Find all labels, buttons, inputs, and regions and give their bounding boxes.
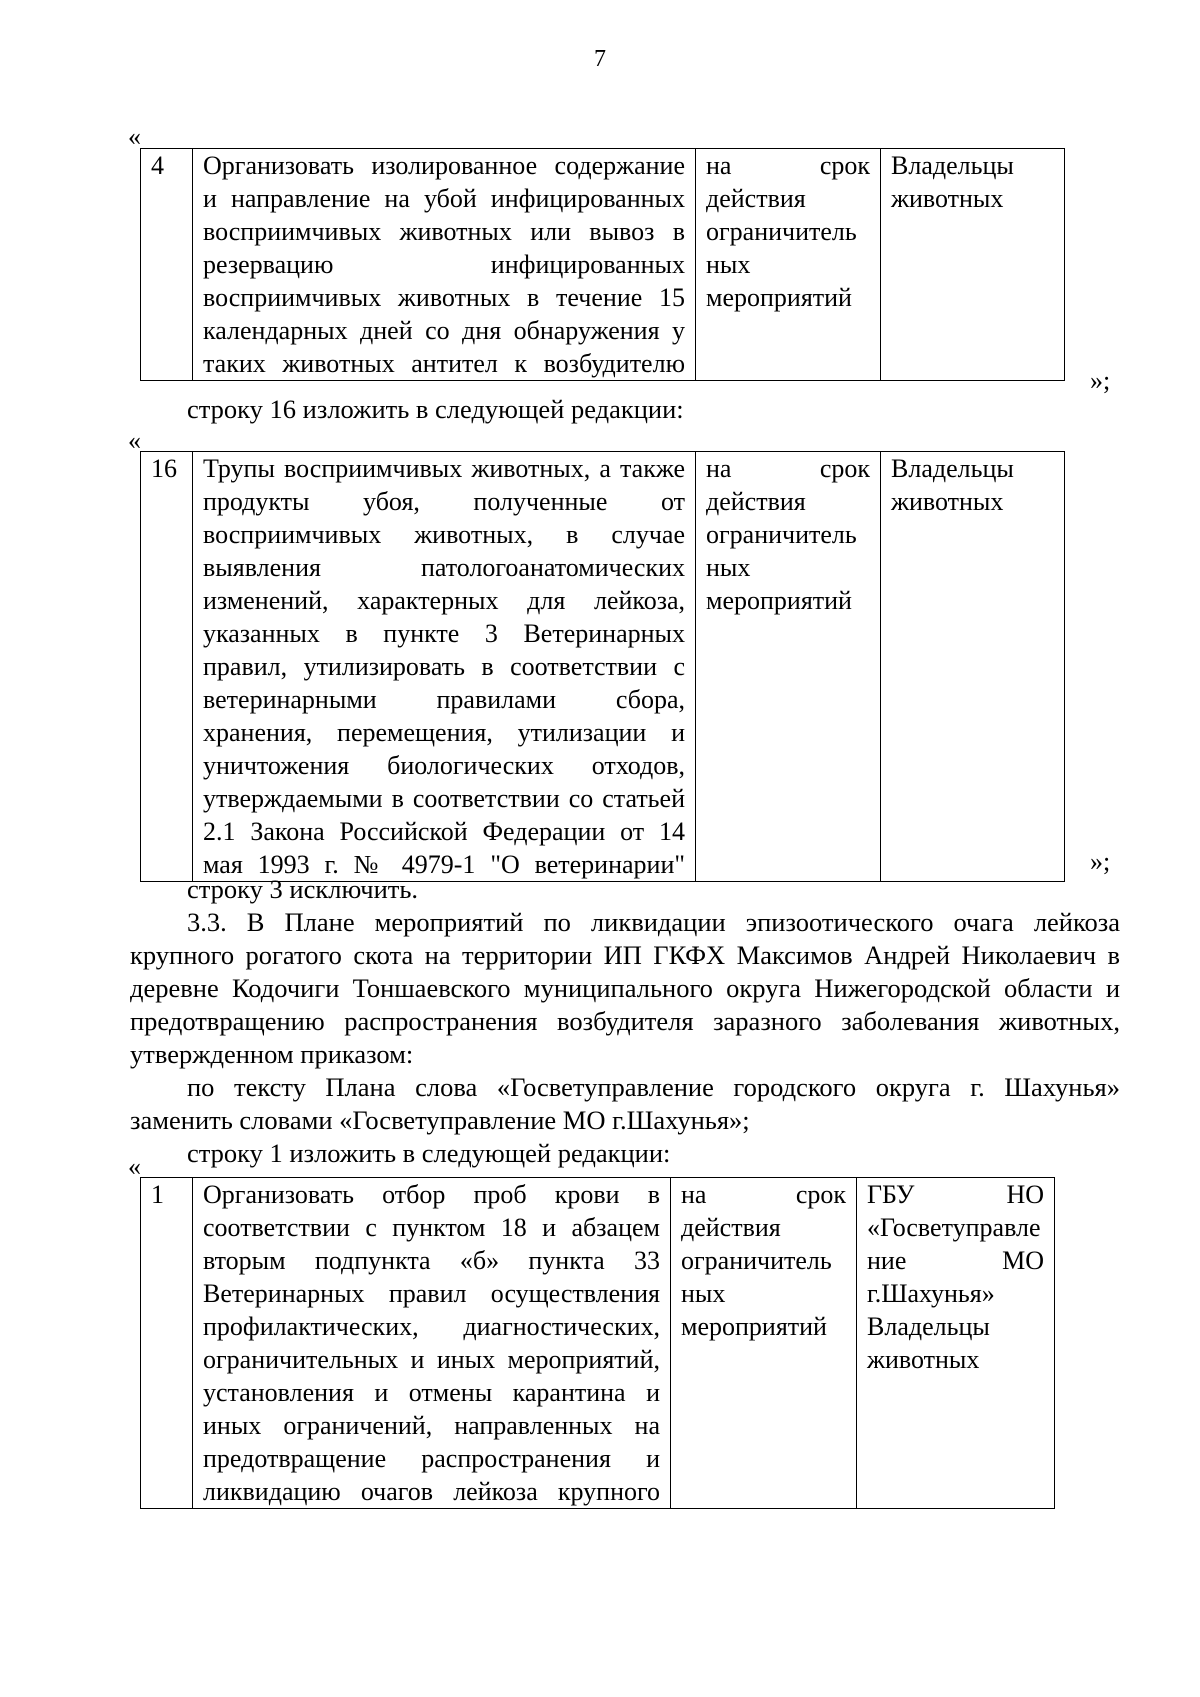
cell-line: правил, утилизировать в соответствии с — [203, 652, 685, 681]
cell-line: животных — [867, 1345, 980, 1374]
cell-line: ограничитель — [681, 1246, 832, 1275]
measure-text — [193, 1178, 671, 1509]
cell-line: утверждаемыми в соответствии со статьей — [203, 784, 685, 813]
row-number: 4 — [141, 149, 193, 381]
cell-line: мероприятий — [706, 586, 852, 615]
closing-quote: »; — [1090, 847, 1111, 876]
cell-line: Владельцы — [891, 151, 1014, 180]
term-text — [696, 149, 881, 381]
cell-line: мая 1993 г. № 4979-1 "О ветеринарии" — [203, 850, 685, 879]
cell-line: восприимчивых животных, в случае — [203, 520, 685, 549]
cell-line: хранения, перемещения, утилизации и — [203, 718, 685, 747]
cell-line: на срок — [706, 454, 870, 483]
cell-line: действия — [706, 184, 806, 213]
cell-line: Владельцы — [891, 454, 1014, 483]
cell-line: иных ограничений, направленных на — [203, 1411, 660, 1440]
cell-line: восприимчивых животных в течение 15 — [203, 283, 685, 312]
term-text — [696, 452, 881, 882]
cell-line: предотвращение распространения и — [203, 1444, 660, 1473]
cell-line: «Госветуправле — [867, 1213, 1041, 1242]
paragraph-row16: строку 16 изложить в следующей редакции: — [187, 394, 684, 424]
cell-line: установления и отмены карантина и — [203, 1378, 660, 1407]
cell-line: выявления патологоанатомических — [203, 553, 685, 582]
row-number: 16 — [141, 452, 193, 882]
cell-line: указанных в пункте 3 Ветеринарных — [203, 619, 685, 648]
closing-quote: »; — [1090, 366, 1111, 395]
paragraph-row1: строку 1 изложить в следующей редакции: — [187, 1138, 671, 1168]
cell-line: ограничитель — [706, 520, 857, 549]
cell-line: на срок — [681, 1180, 846, 1209]
opening-quote: « — [128, 122, 141, 151]
opening-quote: « — [128, 1152, 141, 1181]
cell-line: ных — [706, 553, 751, 582]
row-number: 1 — [141, 1178, 193, 1509]
cell-line: Владельцы — [867, 1312, 990, 1341]
cell-line: действия — [681, 1213, 781, 1242]
paragraph-row3: строку 3 исключить. — [187, 874, 419, 904]
cell-line: ГБУ НО — [867, 1180, 1044, 1209]
paragraph-3-3: 3.3. В Плане мероприятий по ликвидации эпизоотического очага лейкоза крупного рогатого скота на территории ИП ГКФХ Максимов Андрей Николаевич в деревне Кодочиги Тоншаевского муниципального округа Нижегородской области и предотвращению распространения возбудителя заразного заболевания животных, утвержденном приказом: — [130, 907, 1120, 1069]
responsible-text — [881, 149, 1065, 381]
cell-line: календарных дней со дня обнаружения у — [203, 316, 685, 345]
cell-line: Трупы восприимчивых животных, а также — [203, 454, 685, 483]
cell-line: соответствии с пунктом 18 и абзацем — [203, 1213, 660, 1242]
opening-quote: « — [128, 426, 141, 455]
table-row-16 — [140, 451, 1065, 882]
cell-line: и направление на убой инфицированных — [203, 184, 685, 213]
cell-line: г.Шахунья» — [867, 1279, 995, 1308]
responsible-text — [857, 1178, 1055, 1509]
cell-line: животных — [891, 184, 1004, 213]
cell-line: ветеринарными правилами сбора, — [203, 685, 685, 714]
paragraph-replace: по тексту Плана слова «Госветуправление городского округа г. Шахунья» заменить словами «Госветуправление МО г.Шахунья»; — [130, 1072, 1120, 1135]
cell-line: ных — [706, 250, 751, 279]
cell-line: таких животных антител к возбудителю — [203, 349, 685, 378]
cell-line: животных — [891, 487, 1004, 516]
term-text — [671, 1178, 857, 1509]
responsible-text — [881, 452, 1065, 882]
table-row-1 — [140, 1177, 1055, 1509]
cell-line: Организовать изолированное содержание — [203, 151, 685, 180]
cell-line: ликвидацию очагов лейкоза крупного — [203, 1477, 660, 1506]
cell-line: восприимчивых животных или вывоз в — [203, 217, 685, 246]
cell-line: ограничитель — [706, 217, 857, 246]
cell-line: вторым подпункта «б» пункта 33 — [203, 1246, 660, 1275]
cell-line: изменений, характерных для лейкоза, — [203, 586, 685, 615]
table-row-4 — [140, 148, 1065, 381]
cell-line: мероприятий — [706, 283, 852, 312]
cell-line: действия — [706, 487, 806, 516]
measure-text — [193, 149, 696, 381]
page-number: 7 — [594, 46, 606, 72]
cell-line: уничтожения биологических отходов, — [203, 751, 685, 780]
measure-text — [193, 452, 696, 882]
cell-line: 2.1 Закона Российской Федерации от 14 — [203, 817, 685, 846]
cell-line: Ветеринарных правил осуществления — [203, 1279, 660, 1308]
cell-line: ние МО — [867, 1246, 1044, 1275]
cell-line: Организовать отбор проб крови в — [203, 1180, 660, 1209]
cell-line: профилактических, диагностических, — [203, 1312, 660, 1341]
cell-line: ных — [681, 1279, 726, 1308]
cell-line: резервацию инфицированных — [203, 250, 685, 279]
cell-line: на срок — [706, 151, 870, 180]
cell-line: мероприятий — [681, 1312, 827, 1341]
cell-line: продукты убоя, полученные от — [203, 487, 685, 516]
cell-line: ограничительных и иных мероприятий, — [203, 1345, 660, 1374]
